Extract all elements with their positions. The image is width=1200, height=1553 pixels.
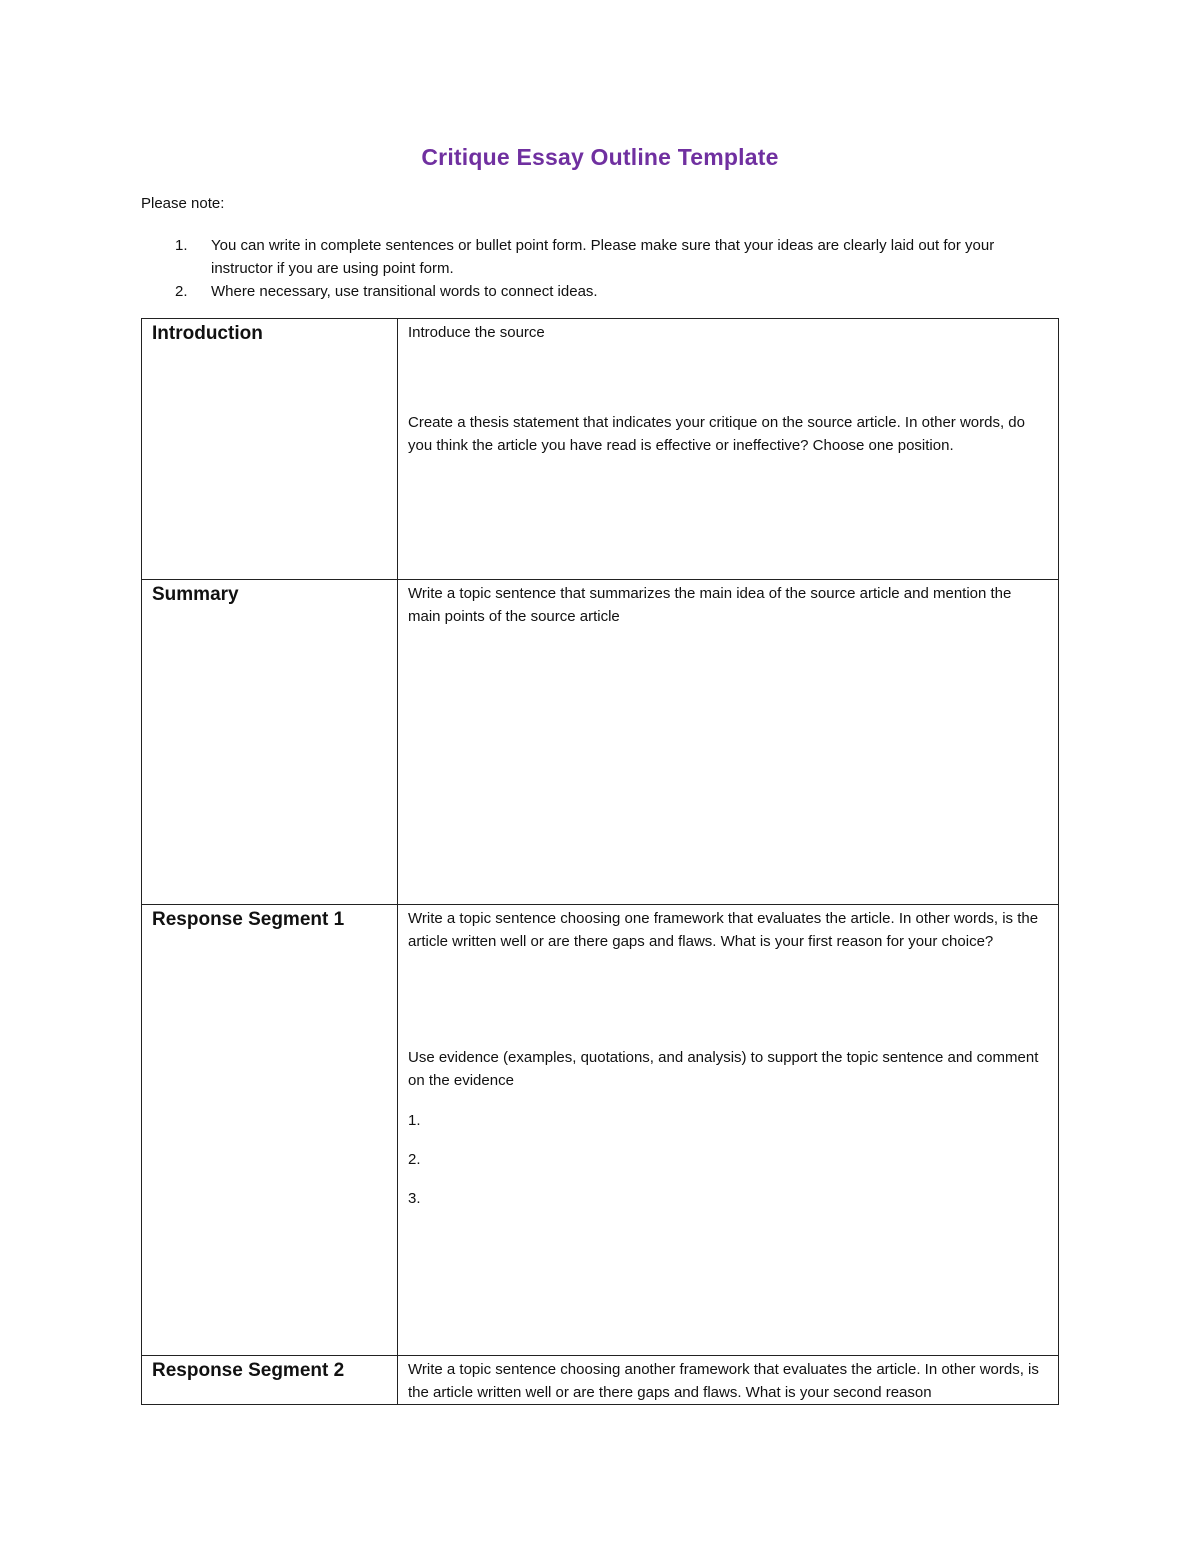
introduction-heading: Introduction: [142, 319, 398, 580]
note-text: You can write in complete sentences or bullet point form. Please make sure that your ideas are clearly laid out for your instructor if you are using point form.: [211, 237, 995, 277]
table-row-summary: [142, 580, 1059, 905]
introduction-prompt-2: Create a thesis statement that indicates your critique on the source article. In other words, do you think the article you have read is effective or ineffective? Choose one position.: [408, 414, 1025, 454]
evidence-item: 3.: [408, 1190, 421, 1207]
note-number: 1.: [175, 237, 188, 254]
response2-clip: [408, 1358, 1048, 1402]
note-item: [141, 234, 1041, 280]
summary-cell[interactable]: [398, 580, 1059, 905]
spacer: [408, 344, 1048, 411]
introduction-cell[interactable]: [398, 319, 1059, 580]
table-row-response-1: [142, 905, 1059, 1356]
table-row-response-2: [142, 1356, 1059, 1405]
note-number: 2.: [175, 283, 188, 300]
table-row-introduction: [142, 319, 1059, 580]
note-label: Please note:: [141, 195, 225, 212]
evidence-item: 2.: [408, 1151, 421, 1168]
response2-prompt: Write a topic sentence choosing another framework that evaluates the article. In other words, is the article written well or are there gaps and flaws. What is your second reason: [408, 1361, 1039, 1401]
summary-heading: Summary: [142, 580, 398, 905]
notes-list: [141, 234, 1041, 303]
response1-cell[interactable]: [398, 905, 1059, 1356]
response1-prompt-1: Write a topic sentence choosing one framework that evaluates the article. In other words, is the article written well or are there gaps and flaws. What is your first reason for your choice?: [408, 910, 1039, 950]
document-title: Critique Essay Outline Template: [421, 144, 779, 170]
response1-heading: Response Segment 1: [142, 905, 398, 1356]
evidence-item: 1.: [408, 1112, 421, 1129]
spacer: [408, 953, 1048, 1046]
spacer: [408, 1092, 1048, 1109]
outline-table: [141, 318, 1059, 1405]
response1-prompt-2: Use evidence (examples, quotations, and analysis) to support the topic sentence and comment on the evidence: [408, 1049, 1039, 1089]
response2-cell[interactable]: [398, 1356, 1059, 1405]
summary-prompt: Write a topic sentence that summarizes the main idea of the source article and mention the main points of the source article: [408, 585, 1012, 625]
note-text: Where necessary, use transitional words to connect ideas.: [211, 283, 598, 300]
introduction-prompt-1: Introduce the source: [408, 324, 545, 341]
response2-heading: Response Segment 2: [142, 1356, 398, 1405]
note-item: [141, 280, 1041, 303]
